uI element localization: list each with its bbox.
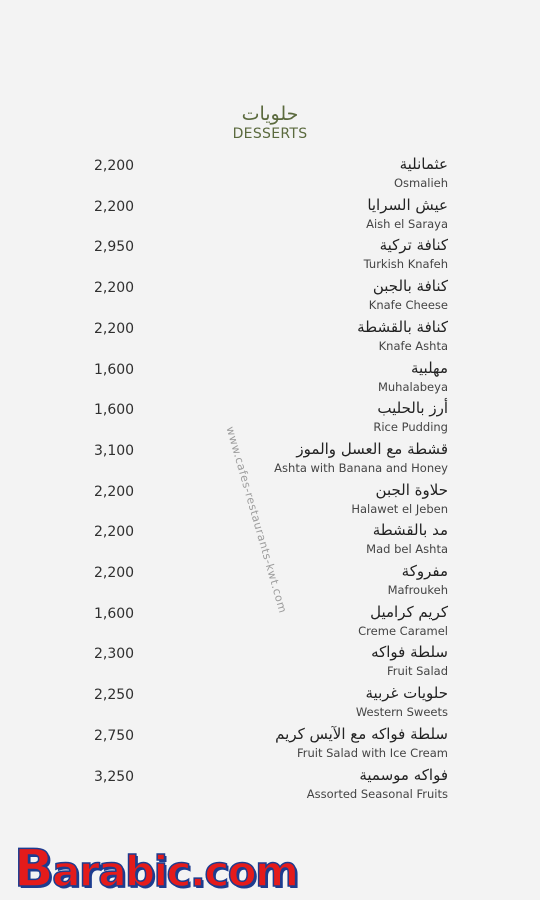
section-title-arabic: حلويات	[241, 103, 299, 125]
menu-item	[0, 684, 540, 724]
menu-item-name-arabic: كنافة بالقشطة	[357, 317, 448, 336]
logo-rest: arabic.com	[52, 847, 298, 896]
menu-item-price: 2,200	[94, 320, 135, 337]
menu-item-name-arabic: مد بالقشطة	[372, 521, 448, 540]
barabic-logo	[14, 839, 298, 899]
menu-item	[0, 399, 540, 439]
menu-item-price: 2,200	[94, 158, 135, 174]
menu-item-name-arabic: مفروكة	[401, 562, 448, 580]
menu-item-price: 2,950	[94, 239, 135, 256]
menu-item	[0, 359, 540, 399]
menu-item-name-english: Mafroukeh	[387, 583, 448, 597]
menu-item-name-arabic: حلويات غربية	[365, 684, 448, 703]
watermark-url: www.cafes-restaurants-kwt.com	[223, 425, 290, 615]
menu-item-name-english: Fruit Salad with Ice Cream	[296, 745, 448, 760]
section-title-english: DESSERTS	[232, 126, 308, 142]
menu-item-name-english: Creme Caramel	[358, 623, 448, 638]
menu-item-name-english: Osmalieh	[393, 176, 448, 190]
menu-item	[0, 440, 540, 480]
menu-item	[0, 766, 540, 806]
menu-item-name-arabic: كريم كراميل	[370, 602, 448, 621]
menu-item-price: 1,600	[94, 605, 135, 622]
menu-item-name-arabic: سلطة فواكه	[371, 643, 448, 662]
menu-item-name-english: Rice Pudding	[373, 420, 448, 435]
menu-item-name-english: Assorted Seasonal Fruits	[306, 786, 448, 801]
menu-item-name-arabic: عيش السرايا	[367, 195, 448, 214]
menu-item-name-arabic: حلاوة الجبن	[375, 480, 448, 499]
menu-item-name-english: Knafe Cheese	[368, 298, 448, 313]
menu-item	[0, 155, 540, 195]
menu-item-name-english: Turkish Knafeh	[363, 257, 448, 272]
menu-item-name-arabic: عثمانلية	[399, 155, 448, 173]
menu-item	[0, 236, 540, 276]
menu-item-price: 1,600	[94, 402, 135, 419]
menu-item	[0, 277, 540, 317]
logo-first-letter: B	[14, 839, 53, 899]
menu-item	[0, 196, 540, 236]
menu-item-name-arabic: قشطة مع العسل والموز	[296, 439, 448, 458]
menu-item-price: 1,600	[94, 361, 135, 378]
menu-item-name-arabic: فواكه موسمية	[359, 765, 448, 784]
menu-item-name-english: Mad bel Ashta	[366, 542, 448, 557]
menu-item-name-english: Halawet el Jeben	[351, 501, 448, 516]
menu-item-price: 2,750	[94, 727, 135, 744]
menu-item-price: 2,200	[94, 198, 135, 215]
menu-item-name-arabic: كنافة بالجبن	[372, 277, 448, 296]
menu-item-name-english: Muhalabeya	[377, 379, 448, 394]
menu-item-name-arabic: سلطة فواكه مع الآيس كريم	[275, 724, 448, 743]
menu-item-price: 2,200	[94, 524, 135, 541]
menu-item-name-english: Aish el Saraya	[366, 216, 448, 231]
menu-item-name-arabic: مهلبية	[410, 358, 448, 377]
menu-item-price: 2,250	[94, 687, 135, 704]
menu-item	[0, 725, 540, 765]
menu-item-price: 3,100	[94, 442, 135, 459]
menu-item-price: 2,300	[94, 646, 135, 663]
menu-item-name-arabic: كنافة تركية	[379, 236, 448, 255]
menu-item-name-english: Western Sweets	[355, 705, 448, 720]
menu-item-name-english: Ashta with Banana and Honey	[274, 460, 448, 475]
menu-item-name-english: Knafe Ashta	[378, 338, 448, 353]
menu-item-price: 2,200	[94, 483, 135, 500]
menu-item	[0, 603, 540, 643]
menu-item	[0, 643, 540, 683]
menu-item-price: 2,200	[94, 280, 135, 297]
menu-section-header	[0, 103, 540, 143]
menu-item-name-english: Fruit Salad	[386, 664, 448, 679]
menu-item	[0, 318, 540, 358]
menu-item-price: 3,250	[94, 768, 135, 785]
menu-item-price: 2,200	[94, 565, 135, 581]
menu-item-name-arabic: أرز بالحليب	[377, 399, 448, 418]
menu-item	[0, 481, 540, 521]
